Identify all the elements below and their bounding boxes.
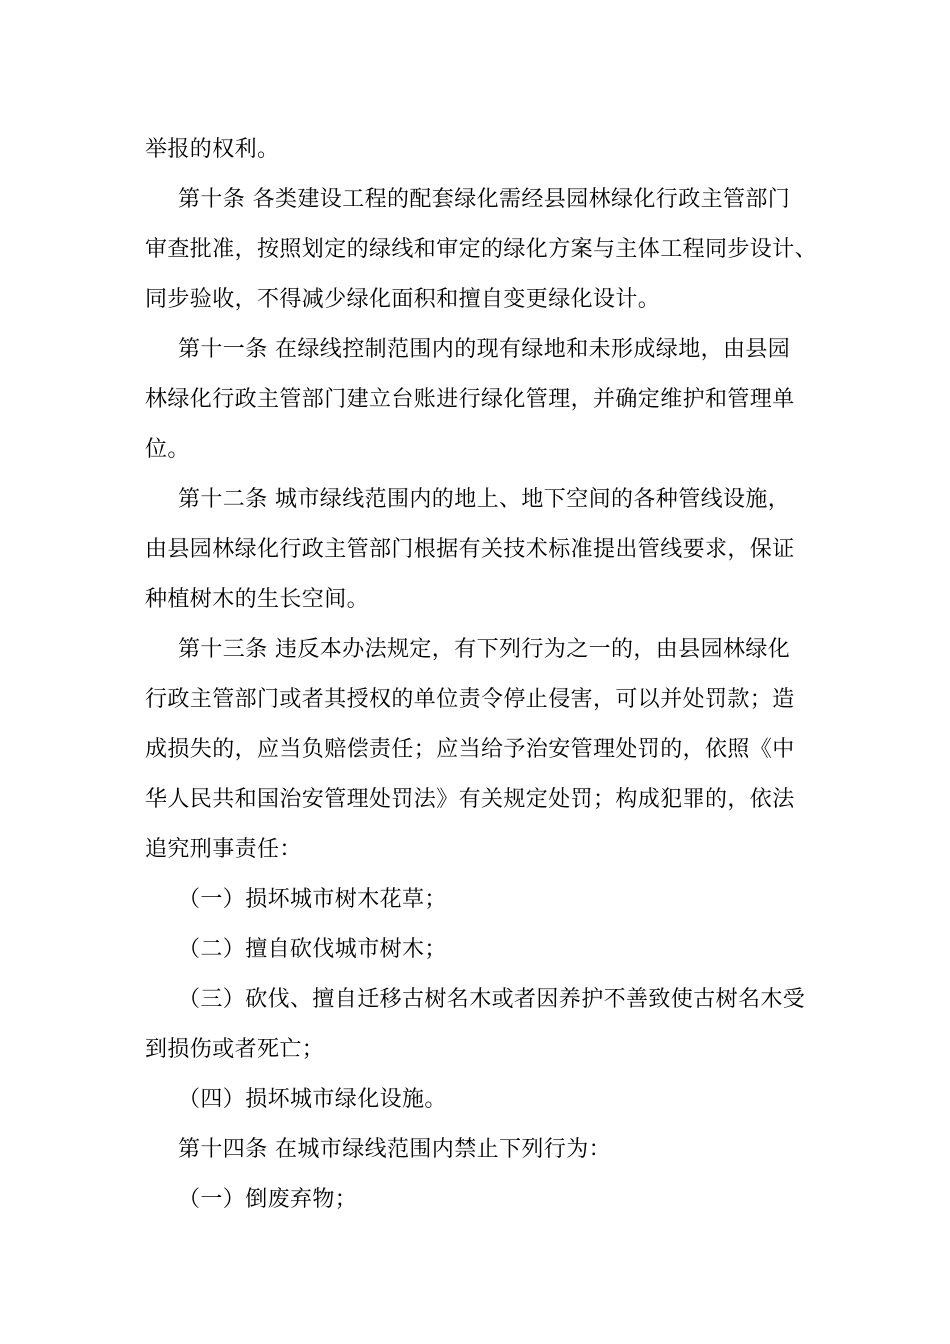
text-line: 位。 (145, 437, 190, 462)
text-line: 行政主管部门或者其授权的单位责令停止侵害，可以并处罚款；造 (145, 687, 795, 712)
article-13-heading-line: 第十三条 违反本办法规定，有下列行为之一的，由县园林绿化 (178, 637, 791, 662)
article-12-heading-line: 第十二条 城市绿线范围内的地上、地下空间的各种管线设施， (178, 487, 791, 512)
text-line: 同步验收，不得减少绿化面积和擅自变更绿化设计。 (145, 287, 661, 312)
text-line: 种植树木的生长空间。 (145, 587, 370, 612)
text-line: 审查批准，按照划定的绿线和审定的绿化方案与主体工程同步设计、 (145, 237, 818, 262)
text-line: 追究刑事责任： (145, 837, 302, 862)
text-line: 林绿化行政主管部门建立台账进行绿化管理，并确定维护和管理单 (145, 387, 795, 412)
list-item: （一）倒废弃物； (178, 1187, 358, 1212)
text-line: 举报的权利。 (145, 137, 280, 162)
article-10-heading-line: 第十条 各类建设工程的配套绿化需经县园林绿化行政主管部门 (178, 187, 791, 212)
article-14-heading-line: 第十四条 在城市绿线范围内禁止下列行为： (178, 1137, 611, 1162)
list-item: （一）损坏城市树木花草； (178, 887, 447, 912)
text-line: 到损伤或者死亡； (145, 1037, 325, 1062)
text-line: 华人民共和国治安管理处罚法》有关规定处罚；构成犯罪的，依法 (145, 787, 795, 812)
text-line: 成损失的，应当负赔偿责任；应当给予治安管理处罚的，依照《中 (145, 737, 795, 762)
article-11-heading-line: 第十一条 在绿线控制范围内的现有绿地和未形成绿地，由县园 (178, 337, 791, 362)
list-item: （二）擅自砍伐城市树木； (178, 937, 447, 962)
list-item: （三）砍伐、擅自迁移古树名木或者因养护不善致使古树名木受 (178, 987, 806, 1012)
text-line: 由县园林绿化行政主管部门根据有关技术标准提出管线要求，保证 (145, 537, 795, 562)
list-item: （四）损坏城市绿化设施。 (178, 1087, 447, 1112)
